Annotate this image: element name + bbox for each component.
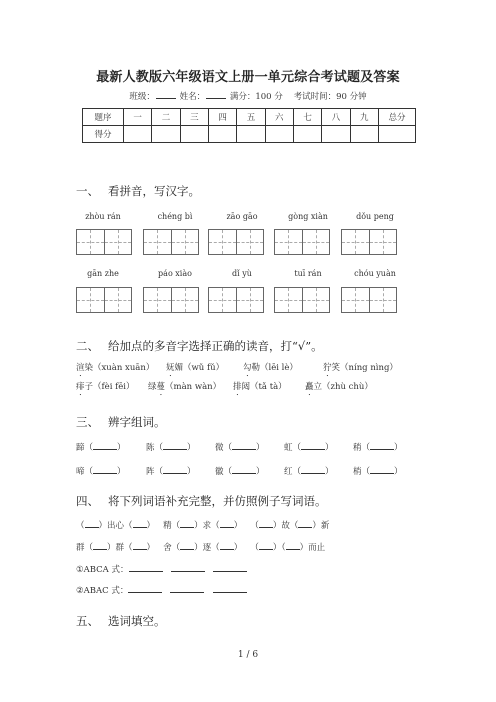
abca-line [76, 563, 247, 575]
answer-blank[interactable] [133, 519, 147, 528]
answer-blank[interactable] [163, 465, 187, 474]
pinyin-label: páo xiào [158, 269, 192, 278]
tian-grid-box[interactable] [341, 229, 397, 255]
page-title: 最新人教版六年级语文上册一单元综合考试题及答案 [96, 70, 400, 85]
score-cell: 总分 [379, 109, 416, 126]
pinyin-label: chóu yuàn [354, 269, 396, 278]
abac-label: ②ABAC 式： [76, 586, 129, 596]
section-number: 三、 [76, 415, 99, 429]
pinyin-label: tuī rán [294, 269, 322, 278]
score-input-cell[interactable] [237, 126, 265, 143]
tian-grid-box[interactable] [341, 287, 397, 313]
score-input-cell[interactable] [124, 126, 152, 143]
polyphone-item[interactable]: 绿蔓（màn wàn） [148, 382, 222, 392]
answer-blank[interactable] [93, 541, 107, 550]
answer-blank[interactable] [286, 541, 300, 550]
section-number: 二、 [76, 339, 99, 353]
tian-grid-box[interactable] [76, 229, 132, 255]
tian-grid-box[interactable] [76, 287, 132, 313]
pinyin-label: gān zhe [87, 269, 119, 278]
polyphone-item[interactable]: 排闼（tǎ tà） [233, 382, 287, 392]
polyphone-line-2 [76, 380, 373, 397]
class-label: 班级： [129, 92, 155, 102]
polyphone-item[interactable]: 狞笑（níng nìng） [323, 363, 398, 373]
polyphone-line-1 [76, 361, 398, 378]
answer-blank[interactable] [220, 541, 234, 550]
score-table-header-row [83, 109, 416, 126]
name-label: 姓名： [179, 92, 206, 102]
class-blank [156, 90, 176, 99]
char-group-row-2 [76, 465, 403, 477]
answer-blank[interactable] [85, 519, 99, 528]
score-cell: 九 [350, 109, 378, 126]
answer-blank[interactable] [128, 584, 162, 593]
pinyin-label: chéng bì [157, 212, 193, 221]
tian-grid-box[interactable] [143, 287, 199, 313]
answer-blank[interactable] [171, 563, 205, 572]
section-4-heading [76, 493, 327, 509]
score-cell: 七 [293, 109, 321, 126]
idiom-line-2: 群（ ）群（ ） 舍（ ）逐（ ） （ ）（ ）而止 [76, 543, 326, 553]
score-cell: 五 [237, 109, 265, 126]
score-table-score-row [83, 126, 416, 143]
answer-blank[interactable] [170, 584, 204, 593]
answer-blank[interactable] [163, 441, 187, 450]
score-cell: 四 [208, 109, 236, 126]
answer-blank[interactable] [220, 519, 234, 528]
answer-blank[interactable] [93, 441, 117, 450]
idiom-line-1: （ ）出心（ ） 精（ ）求（ ） （ ）故（ ）新 [76, 521, 330, 531]
answer-blank[interactable] [180, 519, 194, 528]
section-2-heading [76, 338, 323, 354]
char-group-item: 蹄（ ） [76, 443, 126, 453]
answer-blank[interactable] [301, 441, 325, 450]
score-input-cell[interactable] [350, 126, 378, 143]
score-table [82, 108, 416, 143]
score-cell: 八 [322, 109, 350, 126]
section-number: 五、 [76, 614, 99, 628]
tian-grid-box[interactable] [143, 229, 199, 255]
pinyin-label: zāo gāo [226, 212, 258, 221]
pinyin-label: dǐ yù [232, 269, 252, 278]
section-3-heading [76, 414, 166, 430]
abca-label: ①ABCA 式： [76, 565, 129, 575]
pinyin-label: gòng xiàn [288, 212, 328, 221]
char-group-item: 陈（ ） [146, 443, 196, 453]
answer-blank[interactable] [232, 465, 256, 474]
answer-blank[interactable] [370, 441, 394, 450]
score-input-cell[interactable] [293, 126, 321, 143]
score-cell: 题序 [83, 109, 124, 126]
pinyin-label: zhòu rán [85, 212, 121, 221]
tian-grid-box[interactable] [208, 229, 264, 255]
score-input-cell[interactable] [180, 126, 208, 143]
tian-grid-box[interactable] [274, 287, 330, 313]
exam-info [0, 90, 496, 102]
section-title: 看拼音，写汉字。 [108, 184, 200, 198]
pinyin-label: dǒu peng [356, 212, 394, 221]
abac-line [76, 584, 247, 596]
answer-blank[interactable] [213, 584, 247, 593]
polyphone-item[interactable]: 勾勒（lēi lè） [243, 363, 298, 373]
answer-blank[interactable] [93, 465, 117, 474]
polyphone-item[interactable]: 矗立（zhù chù） [305, 382, 373, 392]
score-cell: 二 [152, 109, 180, 126]
answer-blank[interactable] [301, 465, 325, 474]
score-input-cell[interactable] [208, 126, 236, 143]
tian-grid-box[interactable] [208, 287, 264, 313]
answer-blank[interactable] [180, 541, 194, 550]
score-input-cell[interactable] [379, 126, 416, 143]
name-blank [206, 90, 226, 99]
section-1-heading [76, 183, 200, 199]
answer-blank[interactable] [232, 441, 256, 450]
tian-grid-box[interactable] [274, 229, 330, 255]
answer-blank[interactable] [129, 563, 163, 572]
char-group-item: 红（ ） [284, 467, 334, 477]
polyphone-item[interactable]: 渲染（xuàn xuān） [76, 363, 155, 373]
section-title: 给加点的多音字选择正确的读音，打“√”。 [108, 339, 323, 353]
answer-blank[interactable] [298, 519, 312, 528]
score-row-label: 得分 [83, 126, 124, 143]
score-cell: 六 [265, 109, 293, 126]
answer-blank[interactable] [259, 541, 273, 550]
section-number: 四、 [76, 494, 99, 508]
score-input-cell[interactable] [265, 126, 293, 143]
exam-time: 考试时间：90 分钟 [293, 92, 367, 102]
score-input-cell[interactable] [322, 126, 350, 143]
section-title: 选词填空。 [108, 614, 166, 628]
score-input-cell[interactable] [152, 126, 180, 143]
polyphone-item[interactable]: 妩媚（wǔ fǔ） [166, 363, 225, 373]
answer-blank[interactable] [259, 519, 273, 528]
answer-blank[interactable] [133, 541, 147, 550]
char-group-item: 阵（ ） [146, 467, 196, 477]
answer-blank[interactable] [370, 465, 394, 474]
char-group-row-1 [76, 441, 403, 453]
char-group-item: 啼（ ） [76, 467, 126, 477]
score-cell: 一 [124, 109, 152, 126]
char-group-item: 梢（ ） [353, 467, 403, 477]
section-title: 辨字组词。 [108, 415, 166, 429]
page-number: 1 / 6 [237, 650, 259, 660]
polyphone-item[interactable]: 痱子（fèi fēi） [76, 382, 135, 392]
full-score: 满分：100 分 [229, 92, 283, 102]
answer-blank[interactable] [213, 563, 247, 572]
char-group-item: 稍（ ） [353, 443, 403, 453]
section-number: 一、 [76, 184, 99, 198]
section-5-heading [76, 613, 166, 629]
char-group-item: 徽（ ） [215, 467, 265, 477]
char-group-item: 微（ ） [215, 443, 265, 453]
char-group-item: 虹（ ） [284, 443, 334, 453]
score-cell: 三 [180, 109, 208, 126]
section-title: 将下列词语补充完整，并仿照例子写词语。 [108, 494, 327, 508]
